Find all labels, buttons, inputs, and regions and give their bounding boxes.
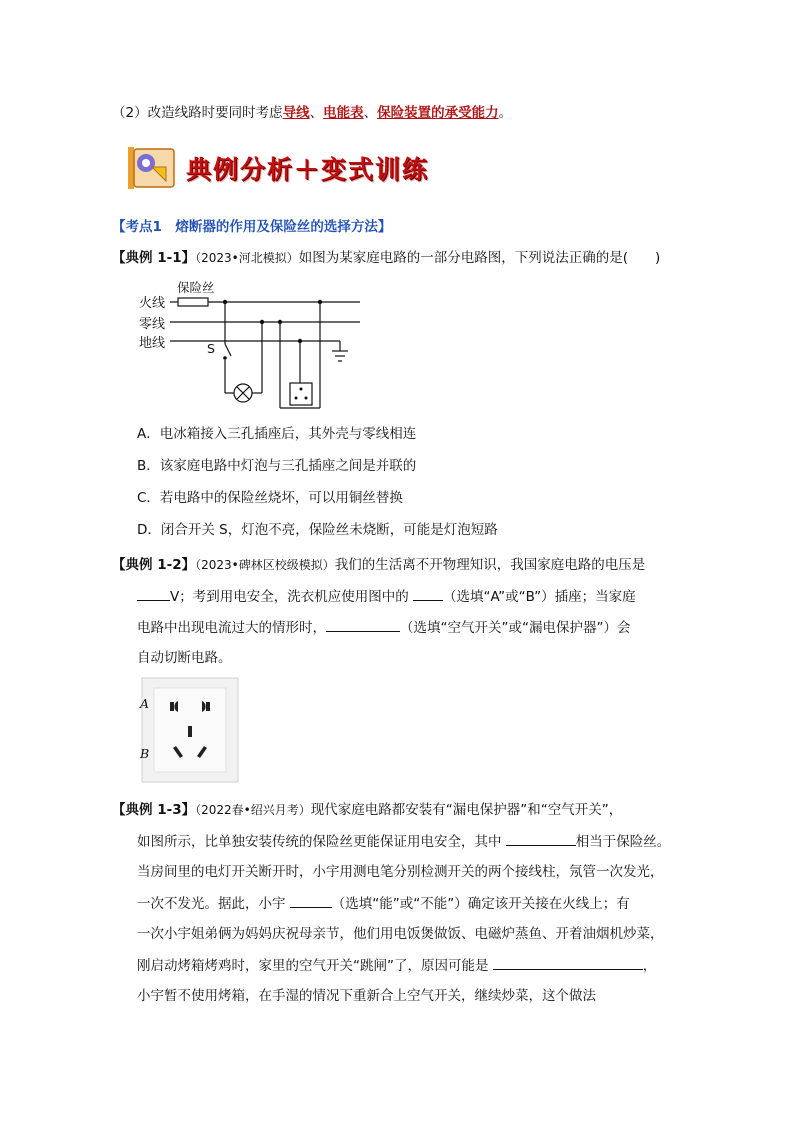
q3-line5: 一次小宇姐弟俩为妈妈庆祝母亲节，他们用电饭煲做饭、电磁炉蒸鱼、开着油烟机炒菜， — [137, 926, 664, 942]
live-wire-label: 火线 — [139, 296, 166, 311]
kaodian-title: 【考点1 熔断器的作用及保险丝的选择方法】 — [112, 219, 392, 235]
term-wire: 导线 — [282, 105, 310, 121]
q2-blank-device[interactable] — [326, 617, 400, 632]
q3-line2: 如图所示，比单独安装传统的保险丝更能保证用电安全，其中 相当于保险丝。 — [137, 831, 670, 852]
q2-line4: 自动切断电路。 — [137, 650, 232, 666]
q2-line1: 【典例 1-2】（2023•碑林区校级模拟）我们的生活离不开物理知识，我国家庭电路的电压是 — [112, 557, 646, 573]
term-protection: 保险装置的承受能力 — [377, 105, 499, 121]
q3-blank-reason[interactable] — [493, 955, 643, 970]
switch-label: S — [207, 341, 215, 356]
q3-line1: 【典例 1-3】（2022春•绍兴月考）现代家庭电路都安装有“漏电保护器”和“空气开关”， — [112, 802, 623, 818]
q3-line4: 一次不发光。据此，小宇 （选填“能”或“不能”）确定该开关接在火线上；有 — [137, 893, 630, 914]
q3-blank-device[interactable] — [506, 831, 576, 846]
neutral-wire-label: 零线 — [139, 317, 166, 332]
q3-line3: 当房间里的电灯开关断开时，小宇用测电笔分别检测开关的两个接线柱，氖管一次发光， — [137, 864, 664, 880]
section-heading: 典例分析＋变式训练 — [186, 155, 430, 184]
q3-blank-judgement[interactable] — [290, 893, 332, 908]
q2-blank-socket[interactable] — [413, 586, 443, 601]
fuse-label: 保险丝 — [177, 280, 215, 295]
q1-option-d: D．闭合开关 S，灯泡不亮，保险丝未烧断，可能是灯泡短路 — [137, 522, 498, 538]
circuit-diagram — [135, 276, 365, 416]
socket-image — [140, 676, 240, 784]
q1-option-b: B．该家庭电路中灯泡与三孔插座之间是并联的 — [137, 458, 417, 474]
q2-line2: V；考到用电安全，洗衣机应使用图中的 （选填“A”或“B”）插座；当家庭 — [137, 586, 636, 607]
intro-line: （2）改造线路时要同时考虑导线、电能表、保险装置的承受能力。 — [112, 105, 513, 121]
q1-option-c: C．若电路中的保险丝烧坏，可以用铜丝替换 — [137, 490, 403, 506]
socket-label-b: B — [140, 746, 150, 761]
socket-label-a: A — [140, 696, 150, 711]
term-meter: 电能表 — [323, 105, 364, 121]
section-icon — [122, 145, 180, 191]
q2-line3: 电路中出现电流过大的情形时， （选填“空气开关”或“漏电保护器”）会 — [137, 617, 630, 638]
q3-line7: 小宇暂不使用烤箱，在手湿的情况下重新合上空气开关，继续炒菜，这个做法 — [137, 988, 596, 1004]
q3-line6: 刚启动烤箱烤鸡时，家里的空气开关“跳闸”了，原因可能是 ， — [137, 955, 656, 976]
q2-blank-voltage[interactable] — [137, 586, 170, 601]
q1-stem: 【典例 1-1】（2023•河北模拟）如图为某家庭电路的一部分电路图，下列说法正确的是( ) — [112, 250, 661, 266]
q1-option-a: A．电冰箱接入三孔插座后，其外壳与零线相连 — [137, 426, 417, 442]
ground-wire-label: 地线 — [139, 336, 166, 351]
